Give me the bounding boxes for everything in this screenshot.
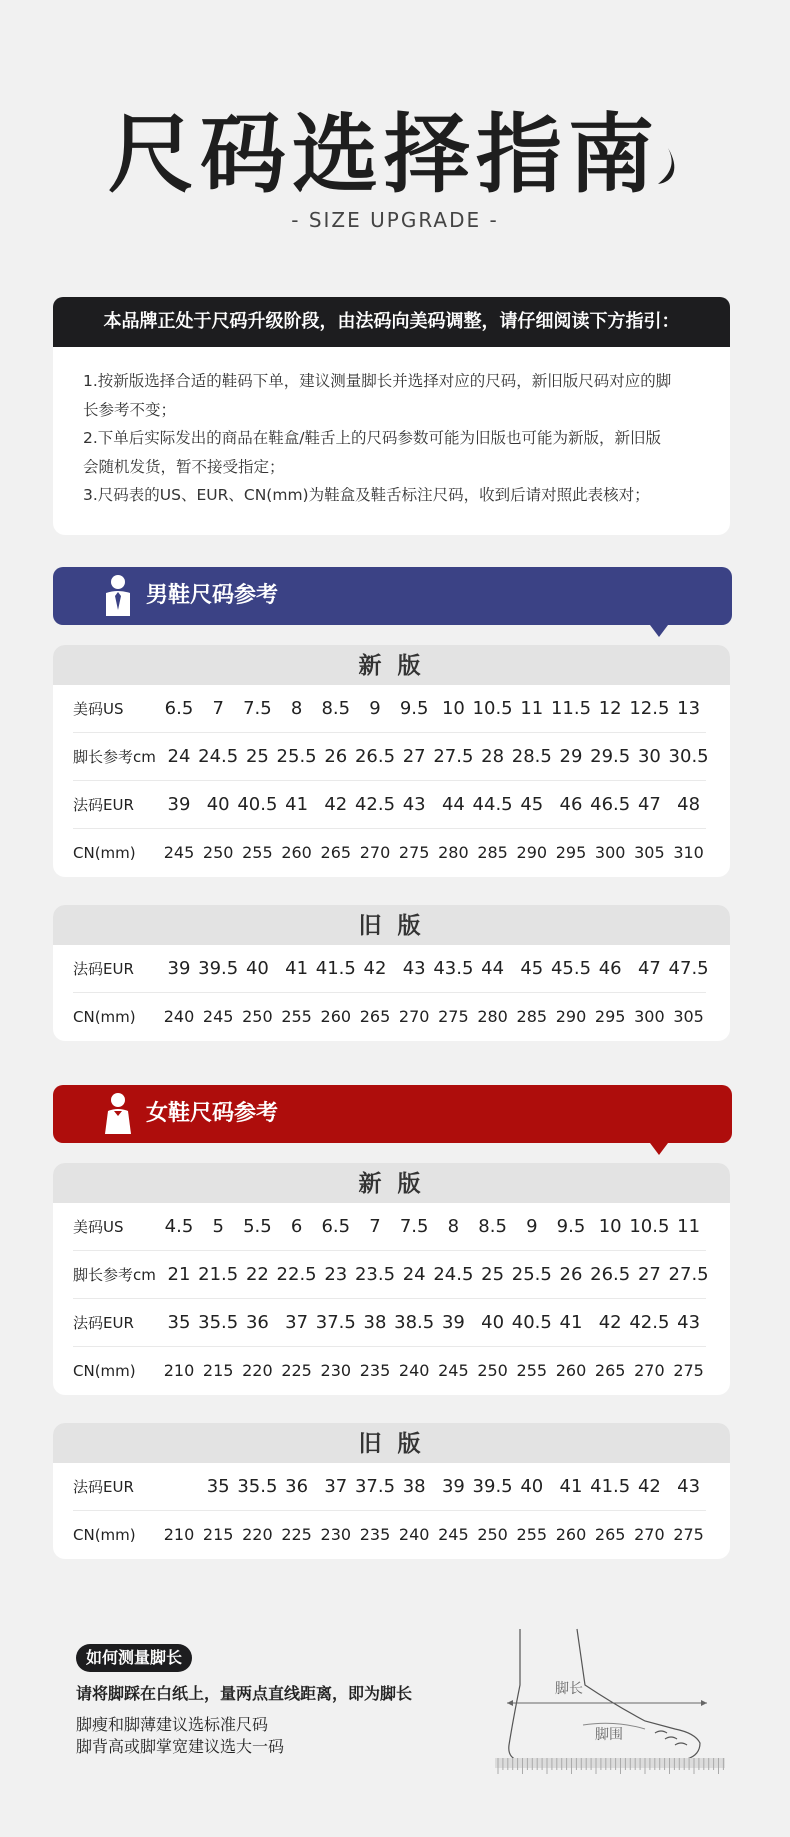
size-cell: 46 (598, 958, 622, 979)
size-cell: 10.5 (472, 698, 513, 719)
row-label: CN(mm) (73, 1362, 136, 1380)
size-cell: 7 (369, 1216, 381, 1237)
size-cell: 250 (477, 1361, 508, 1380)
size-cell: 38.5 (394, 1312, 435, 1333)
size-cell: 39.5 (198, 958, 239, 979)
size-cell: 45.5 (550, 958, 592, 979)
size-cell: 37.5 (354, 1476, 396, 1497)
size-cell: 30.5 (668, 746, 709, 767)
size-cell: 39 (441, 1312, 465, 1333)
row-label: 脚长参考cm (73, 1266, 156, 1284)
size-cell: 215 (202, 1525, 234, 1544)
women-new-size-table (53, 1163, 730, 1395)
size-cell: 310 (673, 843, 704, 862)
size-cell: 40.5 (237, 794, 278, 815)
size-row (73, 993, 706, 1041)
size-cell: 43 (677, 1476, 701, 1497)
size-cell: 21.5 (198, 1264, 239, 1285)
size-cell: 24 (167, 746, 191, 767)
foot-length-label: 脚长 (555, 1681, 583, 1697)
size-cell: 275 (673, 1525, 704, 1544)
size-cell: 260 (555, 1361, 587, 1380)
size-cell: 260 (320, 1007, 352, 1026)
size-cell: 220 (242, 1525, 273, 1544)
size-row (73, 1347, 706, 1395)
size-cell: 40 (481, 1312, 505, 1333)
size-cell: 295 (594, 1007, 626, 1026)
size-cell: 35 (206, 1476, 230, 1497)
size-cell: 42 (324, 794, 348, 815)
size-cell: 29.5 (590, 746, 631, 767)
size-cell: 9 (526, 1216, 538, 1237)
size-row (73, 685, 706, 733)
size-cell: 47 (637, 958, 661, 979)
size-cell: 7.5 (399, 1216, 429, 1237)
notice-line: 3.尺码表的US、EUR、CN(mm)为鞋盒及鞋舌标注尺码，收到后请对照此表核对； (83, 486, 650, 504)
notice-line: 2.下单后实际发出的商品在鞋盒/鞋舌上的尺码参数可能为旧版也可能为新版，新旧版 (83, 429, 662, 447)
size-cell: 26 (559, 1264, 583, 1285)
woman-icon (103, 1092, 133, 1136)
row-label: CN(mm) (73, 1526, 136, 1544)
size-cell: 22.5 (276, 1264, 317, 1285)
row-label: CN(mm) (73, 844, 136, 862)
size-cell: 275 (438, 1007, 469, 1026)
size-cell: 210 (163, 1525, 195, 1544)
size-cell: 285 (516, 1007, 548, 1026)
women-size-banner (53, 1085, 732, 1143)
size-cell: 8 (290, 698, 303, 719)
row-label: 美码US (73, 700, 124, 718)
size-cell: 250 (202, 843, 234, 862)
size-cell: 11.5 (550, 698, 592, 719)
size-cell: 245 (438, 1525, 469, 1544)
size-cell: 42 (637, 1476, 661, 1497)
size-cell: 21 (167, 1264, 191, 1285)
size-cell: 9.5 (399, 698, 429, 719)
size-cell: 6.5 (321, 1216, 351, 1237)
size-cell: 40.5 (511, 1312, 552, 1333)
size-cell: 280 (477, 1007, 508, 1026)
measure-tip: 脚背高或脚掌宽建议选大一码 (76, 1737, 285, 1756)
size-cell: 285 (477, 843, 508, 862)
size-cell: 265 (320, 843, 352, 862)
foot-measure-illustration (495, 1625, 730, 1775)
size-cell: 9 (369, 698, 381, 719)
foot-girth-label: 脚围 (595, 1727, 623, 1743)
size-cell: 250 (477, 1525, 508, 1544)
size-cell: 225 (281, 1361, 312, 1380)
page-subtitle: - SIZE UPGRADE - (291, 208, 499, 232)
size-cell: 46.5 (590, 794, 631, 815)
men-old-size-table (53, 905, 730, 1041)
size-cell: 43.5 (433, 958, 474, 979)
size-cell: 295 (555, 843, 587, 862)
size-cell: 35.5 (198, 1312, 239, 1333)
size-cell: 10.5 (629, 1216, 670, 1237)
size-cell: 4.5 (164, 1216, 194, 1237)
size-row (73, 1511, 706, 1559)
size-cell: 10 (598, 1216, 622, 1237)
size-cell: 45 (520, 958, 544, 979)
row-label: 美码US (73, 1218, 124, 1236)
size-cell: 25.5 (511, 1264, 552, 1285)
size-cell: 215 (202, 1361, 234, 1380)
size-cell: 44 (441, 794, 465, 815)
size-cell: 245 (202, 1007, 234, 1026)
row-label: CN(mm) (73, 1008, 136, 1026)
size-cell: 235 (359, 1525, 391, 1544)
size-cell: 13 (677, 698, 701, 719)
size-cell: 41.5 (315, 958, 356, 979)
size-cell: 41 (559, 1312, 583, 1333)
size-cell: 28 (481, 746, 505, 767)
size-cell: 29 (559, 746, 583, 767)
size-cell: 39.5 (472, 1476, 513, 1497)
size-cell: 36 (245, 1312, 269, 1333)
size-cell: 44.5 (472, 794, 513, 815)
size-cell: 40 (245, 958, 269, 979)
row-label: 法码EUR (73, 1314, 134, 1332)
size-cell: 27 (637, 1264, 661, 1285)
size-cell: 40 (206, 794, 230, 815)
size-cell: 210 (163, 1361, 195, 1380)
size-cell: 230 (320, 1525, 352, 1544)
size-cell: 42 (363, 958, 387, 979)
size-row (73, 1299, 706, 1347)
size-cell: 265 (594, 1525, 626, 1544)
size-cell: 260 (281, 843, 312, 862)
size-cell: 235 (359, 1361, 391, 1380)
size-cell: 305 (634, 843, 665, 862)
size-cell: 5 (212, 1216, 224, 1237)
size-cell: 270 (359, 843, 391, 862)
size-row (73, 1463, 706, 1511)
size-cell: 38 (363, 1312, 387, 1333)
size-cell: 6 (290, 1216, 303, 1237)
size-cell: 27.5 (433, 746, 474, 767)
size-cell: 35.5 (237, 1476, 278, 1497)
size-cell: 41 (285, 958, 309, 979)
size-cell: 290 (555, 1007, 587, 1026)
notice-line: 长参考不变； (83, 400, 177, 419)
size-cell: 250 (242, 1007, 273, 1026)
size-cell: 42 (598, 1312, 622, 1333)
size-cell: 25 (245, 746, 269, 767)
size-cell: 37 (324, 1476, 348, 1497)
banner-pointer (650, 1143, 668, 1155)
size-cell: 37 (285, 1312, 309, 1333)
size-cell: 43 (677, 1312, 701, 1333)
size-cell: 265 (594, 1361, 626, 1380)
row-label: 法码EUR (73, 960, 134, 978)
banner-pointer (650, 625, 668, 637)
size-cell: 41 (285, 794, 309, 815)
size-cell: 7 (212, 698, 224, 719)
size-cell: 30 (637, 746, 661, 767)
size-cell: 47 (637, 794, 661, 815)
size-cell: 43 (402, 794, 426, 815)
size-cell: 27 (402, 746, 426, 767)
size-row (73, 781, 706, 829)
size-cell: 220 (242, 1361, 273, 1380)
size-cell: 24.5 (433, 1264, 474, 1285)
size-cell: 23.5 (354, 1264, 396, 1285)
size-cell: 255 (516, 1361, 548, 1380)
size-cell: 240 (163, 1007, 195, 1026)
size-cell: 41.5 (590, 1476, 631, 1497)
notice-line: 1.按新版选择合适的鞋码下单，建议测量脚长并选择对应的尺码，新旧版尺码对应的脚 (83, 372, 672, 390)
size-cell: 23 (324, 1264, 348, 1285)
size-cell: 39 (167, 794, 191, 815)
size-cell: 275 (398, 843, 430, 862)
size-row (73, 1251, 709, 1299)
man-icon (103, 574, 133, 618)
size-cell: 270 (398, 1007, 430, 1026)
size-cell: 47.5 (668, 958, 709, 979)
size-cell: 255 (281, 1007, 312, 1026)
size-cell: 25.5 (276, 746, 317, 767)
size-cell: 26.5 (590, 1264, 631, 1285)
size-cell: 9.5 (556, 1216, 586, 1237)
size-cell: 225 (281, 1525, 312, 1544)
size-cell: 46 (559, 794, 583, 815)
size-cell: 38 (402, 1476, 426, 1497)
size-cell: 255 (516, 1525, 548, 1544)
size-row (73, 733, 709, 781)
size-row (73, 1203, 706, 1251)
size-cell: 39 (167, 958, 191, 979)
size-cell: 255 (242, 843, 273, 862)
table-heading: 新 版 (53, 645, 730, 685)
women-old-size-table (53, 1423, 730, 1559)
size-cell: 265 (359, 1007, 391, 1026)
size-cell: 12 (598, 698, 622, 719)
size-cell: 44 (481, 958, 505, 979)
row-label: 法码EUR (73, 796, 134, 814)
page-title: 尺码选择指南 (0, 105, 790, 205)
row-label: 脚长参考cm (73, 748, 156, 766)
measure-badge: 如何测量脚长 (76, 1644, 192, 1672)
size-cell: 290 (516, 843, 548, 862)
measure-tip: 脚瘦和脚薄建议选标准尺码 (76, 1715, 269, 1734)
size-cell: 260 (555, 1525, 587, 1544)
notice-heading: 本品牌正处于尺码升级阶段，由法码向美码调整，请仔细阅读下方指引： (53, 297, 730, 347)
size-cell: 37.5 (315, 1312, 356, 1333)
size-cell: 41 (559, 1476, 583, 1497)
size-cell: 245 (438, 1361, 469, 1380)
size-row (73, 945, 709, 993)
size-cell: 8.5 (321, 698, 351, 719)
size-cell: 270 (634, 1361, 665, 1380)
size-cell: 25 (481, 1264, 505, 1285)
size-cell: 7.5 (243, 698, 272, 719)
size-cell: 6.5 (164, 698, 194, 719)
size-cell: 305 (673, 1007, 704, 1026)
size-cell: 42.5 (629, 1312, 670, 1333)
size-cell: 27.5 (668, 1264, 709, 1285)
size-cell: 245 (163, 843, 195, 862)
men-banner-title: 男鞋尺码参考 (146, 583, 279, 608)
size-cell: 43 (402, 958, 426, 979)
size-cell: 270 (634, 1525, 665, 1544)
size-cell: 45 (520, 794, 544, 815)
size-cell: 12.5 (629, 698, 670, 719)
women-banner-title: 女鞋尺码参考 (146, 1101, 279, 1126)
size-cell: 5.5 (243, 1216, 272, 1237)
size-cell: 26.5 (354, 746, 396, 767)
size-cell: 40 (520, 1476, 544, 1497)
table-heading: 新 版 (53, 1163, 730, 1203)
size-row (73, 829, 706, 877)
size-cell: 36 (285, 1476, 309, 1497)
measure-instruction: 请将脚踩在白纸上，量两点直线距离，即为脚长 (76, 1684, 413, 1703)
size-cell: 8.5 (478, 1216, 507, 1237)
notice-body (53, 347, 730, 535)
size-cell: 11 (677, 1216, 701, 1237)
row-label: 法码EUR (73, 1478, 134, 1496)
size-cell: 240 (398, 1525, 430, 1544)
size-cell: 39 (441, 1476, 465, 1497)
size-cell: 300 (634, 1007, 665, 1026)
size-cell: 35 (167, 1312, 191, 1333)
size-cell: 48 (677, 794, 701, 815)
swoosh-icon (654, 144, 682, 188)
men-size-banner (53, 567, 732, 625)
size-cell: 280 (438, 843, 469, 862)
size-cell: 22 (245, 1264, 269, 1285)
notice-line: 会随机发货，暂不接受指定； (83, 457, 285, 476)
size-cell: 42.5 (354, 794, 396, 815)
size-cell: 28.5 (511, 746, 552, 767)
size-cell: 230 (320, 1361, 352, 1380)
men-new-size-table (53, 645, 730, 877)
table-heading: 旧 版 (53, 1423, 730, 1463)
size-cell: 8 (447, 1216, 460, 1237)
size-cell: 26 (324, 746, 348, 767)
size-cell: 275 (673, 1361, 704, 1380)
size-cell: 24.5 (198, 746, 239, 767)
size-cell: 24 (402, 1264, 426, 1285)
size-cell: 240 (398, 1361, 430, 1380)
size-cell: 11 (520, 698, 544, 719)
table-heading: 旧 版 (53, 905, 730, 945)
size-cell: 10 (441, 698, 465, 719)
size-cell: 300 (594, 843, 626, 862)
